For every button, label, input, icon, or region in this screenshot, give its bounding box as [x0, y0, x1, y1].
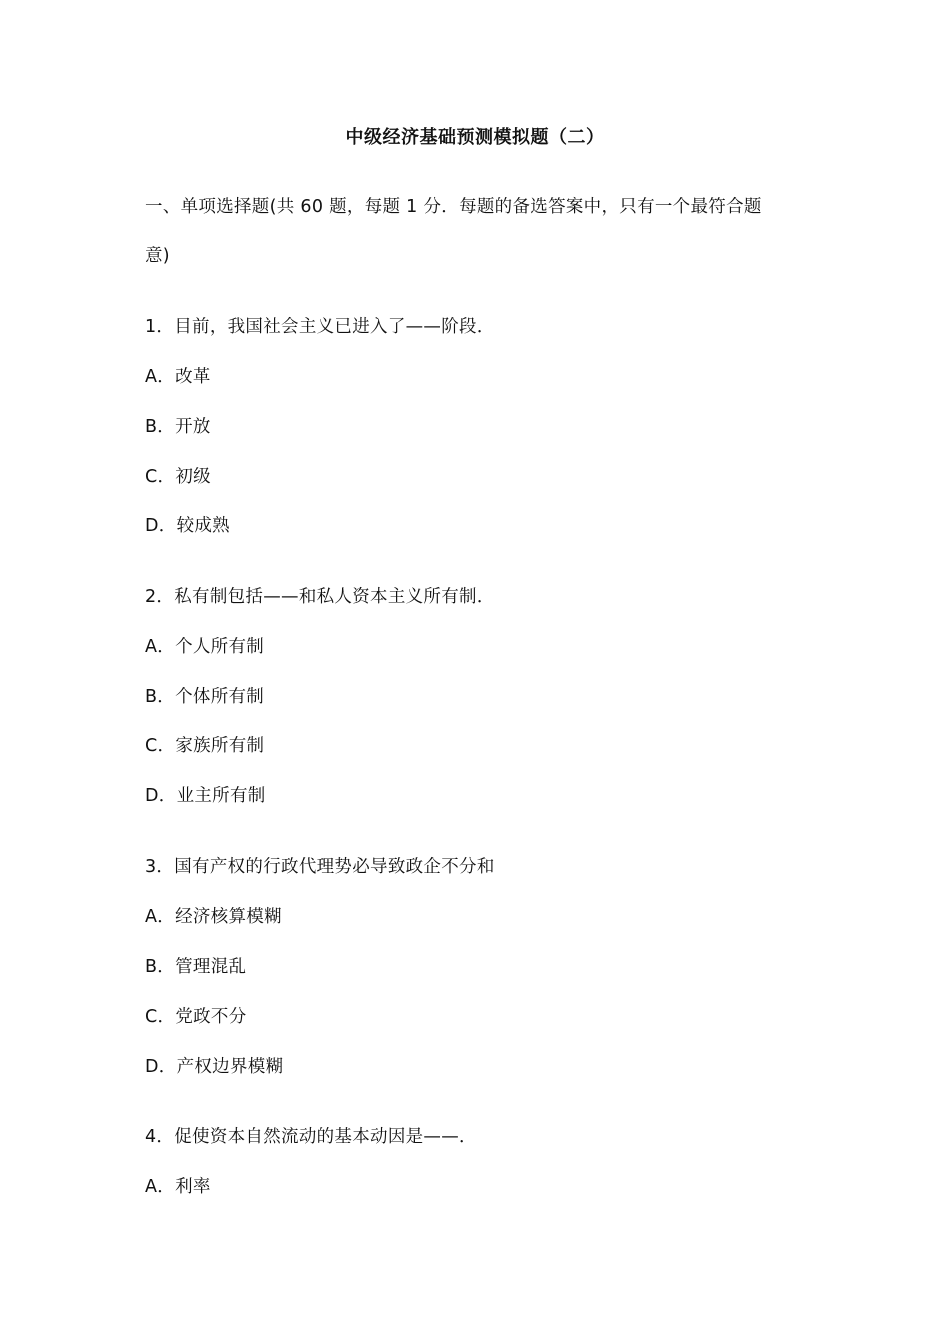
question-option: C．初级: [145, 467, 211, 487]
question-option: A．利率: [145, 1177, 211, 1197]
question-stem: 1．目前，我国社会主义已进入了——阶段．: [145, 317, 495, 337]
question-stem: 2．私有制包括——和私人资本主义所有制．: [145, 587, 495, 607]
question-option: D．较成熟: [145, 516, 230, 536]
section-heading-line-1: 一、单项选择题(共 60 题，每题 1 分．每题的备选答案中，只有一个最符合题: [145, 197, 762, 217]
question-option: C．党政不分: [145, 1007, 247, 1027]
question-option: A．经济核算模糊: [145, 907, 282, 927]
question-stem: 4．促使资本自然流动的基本动因是——．: [145, 1127, 477, 1147]
question-option: C．家族所有制: [145, 736, 265, 756]
document-title: 中级经济基础预测模拟题（二）: [345, 127, 605, 148]
section-heading-line-2: 意): [145, 246, 170, 266]
question-option: B．管理混乱: [145, 957, 247, 977]
question-option: D．业主所有制: [145, 786, 266, 806]
question-option: A．改革: [145, 367, 211, 387]
question-option: D．产权边界模糊: [145, 1057, 284, 1077]
question-option: B．个体所有制: [145, 687, 265, 707]
question-option: B．开放: [145, 417, 211, 437]
question-option: A．个人所有制: [145, 637, 265, 657]
question-stem: 3．国有产权的行政代理势必导致政企不分和: [145, 857, 495, 877]
